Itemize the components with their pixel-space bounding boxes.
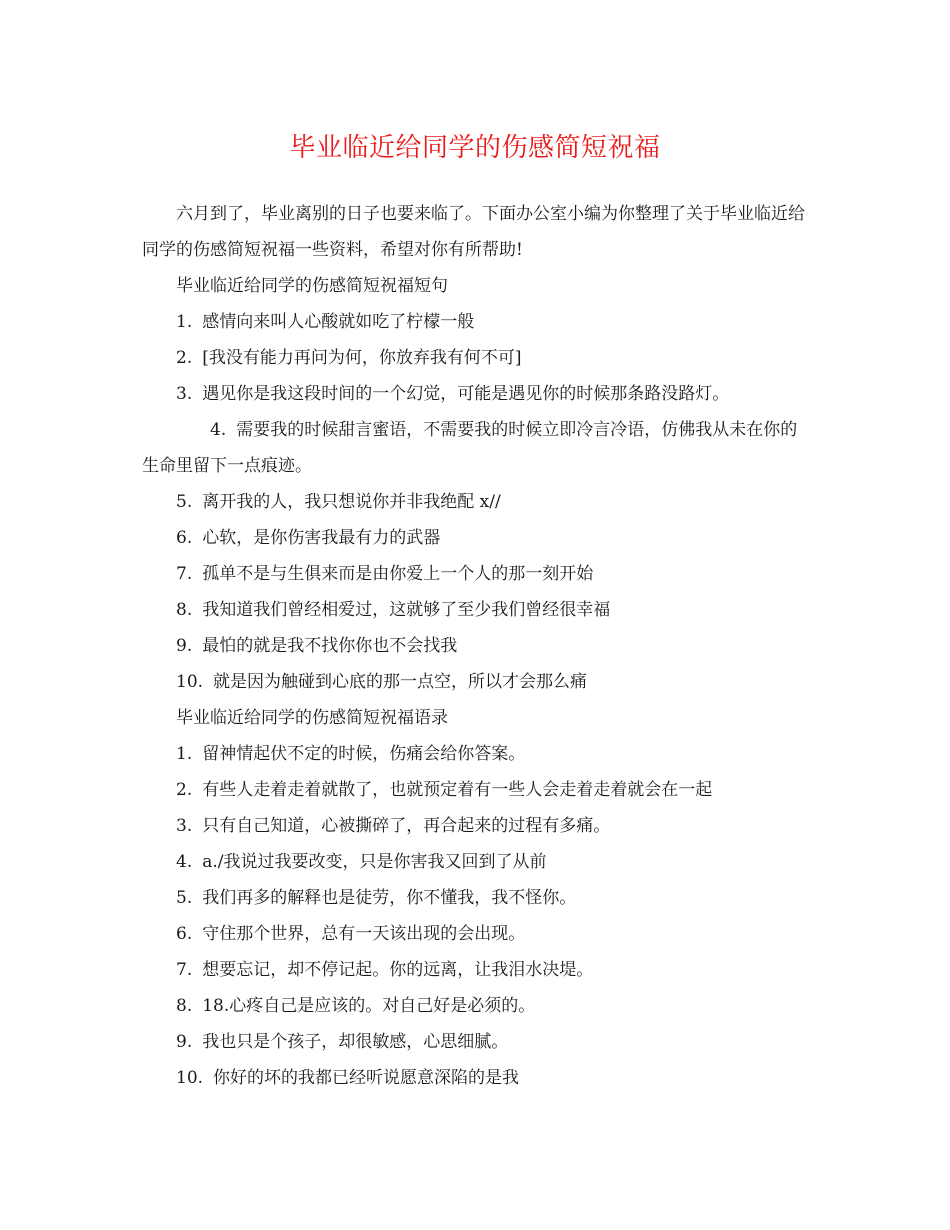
item-text: 只有自己知道，心被撕碎了，再合起来的过程有多痛。 xyxy=(202,816,611,836)
list-item xyxy=(142,736,808,772)
list-item xyxy=(142,772,808,808)
item-text: 我也只是个孩子，却很敏感，心思细腻。 xyxy=(202,1032,509,1052)
item-number: 9. xyxy=(176,636,193,656)
list-item xyxy=(142,340,808,376)
item-text: 孤单不是与生俱来而是由你爱上一个人的那一刻开始 xyxy=(202,564,594,584)
item-number: 2. xyxy=(176,780,193,800)
item-text: 最怕的就是我不找你你也不会找我 xyxy=(202,636,458,656)
list-item xyxy=(142,916,808,952)
item-number: 6. xyxy=(176,528,193,548)
item-text: 我知道我们曾经相爱过，这就够了至少我们曾经很幸福 xyxy=(202,600,611,620)
item-text: 我们再多的解释也是徒劳，你不懂我，我不怪你。 xyxy=(202,888,577,908)
item-text: 遇见你是我这段时间的一个幻觉，可能是遇见你的时候那条路没路灯。 xyxy=(202,384,730,404)
document-title: 毕业临近给同学的伤感简短祝福 xyxy=(289,133,661,163)
item-text: [我没有能力再问为何，你放弃我有何不可] xyxy=(202,348,522,368)
list-item xyxy=(142,808,808,844)
item-text: 守住那个世界，总有一天该出现的会出现。 xyxy=(202,924,526,944)
item-number: 6. xyxy=(176,924,193,944)
item-number: 1. xyxy=(176,744,193,764)
list-item xyxy=(142,520,808,556)
item-text: 心软，是你伤害我最有力的武器 xyxy=(202,528,441,548)
item-number: 8. xyxy=(176,996,193,1016)
list-item xyxy=(142,1024,808,1060)
item-text: 离开我的人，我只想说你并非我绝配 x// xyxy=(202,492,501,512)
item-text: a./我说过我要改变，只是你害我又回到了从前 xyxy=(202,852,547,872)
section2-heading: 毕业临近给同学的伤感简短祝福语录 xyxy=(176,708,448,728)
list-item xyxy=(142,844,808,880)
list-item xyxy=(142,556,808,592)
list-item xyxy=(142,376,808,412)
item-text: 留神情起伏不定的时候，伤痛会给你答案。 xyxy=(202,744,526,764)
item-number: 7. xyxy=(176,564,193,584)
list-item xyxy=(142,628,808,664)
item-text: 你好的坏的我都已经听说愿意深陷的是我 xyxy=(213,1068,520,1088)
list-item xyxy=(142,1060,808,1096)
item-number: 10. xyxy=(176,1068,204,1088)
item-number: 4. xyxy=(210,420,227,440)
list-item xyxy=(142,880,808,916)
item-text: 有些人走着走着就散了，也就预定着有一些人会走着走着就会在一起 xyxy=(202,780,713,800)
list-item xyxy=(142,484,808,520)
list-item xyxy=(142,592,808,628)
item-number: 3. xyxy=(176,384,193,404)
list-item xyxy=(142,988,808,1024)
item-number: 5. xyxy=(176,492,193,512)
item-text: 18.心疼自己是应该的。对自己好是必须的。 xyxy=(202,996,536,1016)
item-number: 4. xyxy=(176,852,193,872)
item-number: 5. xyxy=(176,888,193,908)
item-text: 就是因为触碰到心底的那一点空，所以才会那么痛 xyxy=(213,672,588,692)
item-text: 感情向来叫人心酸就如吃了柠檬一般 xyxy=(202,312,475,332)
section1-heading: 毕业临近给同学的伤感简短祝福短句 xyxy=(176,276,448,296)
list-item xyxy=(142,952,808,988)
item-number: 10. xyxy=(176,672,204,692)
item-number: 1. xyxy=(176,312,193,332)
item-number: 7. xyxy=(176,960,193,980)
list-item xyxy=(142,304,808,340)
list-item xyxy=(142,412,808,484)
intro-paragraph: 六月到了，毕业离别的日子也要来临了。下面办公室小编为你整理了关于毕业临近给同学的伤感简短祝福一些资料，希望对你有所帮助! xyxy=(142,204,805,260)
item-number: 8. xyxy=(176,600,193,620)
item-number: 2. xyxy=(176,348,193,368)
list-item xyxy=(142,664,808,700)
item-text: 想要忘记，却不停记起。你的远离，让我泪水决堤。 xyxy=(202,960,594,980)
item-text: 需要我的时候甜言蜜语，不需要我的时候立即冷言冷语，仿佛我从未在你的生命里留下一点痕迹。 xyxy=(142,420,798,476)
item-number: 3. xyxy=(176,816,193,836)
item-number: 9. xyxy=(176,1032,193,1052)
